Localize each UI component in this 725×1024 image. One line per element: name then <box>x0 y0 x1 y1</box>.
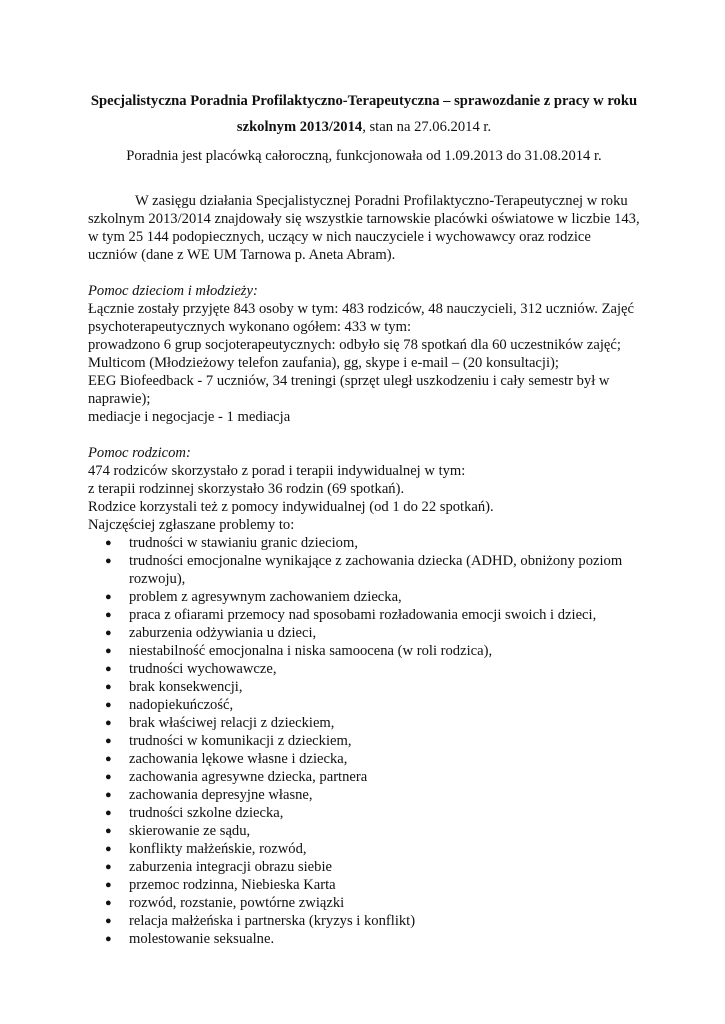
bullet-icon: ● <box>105 807 112 819</box>
problem-list-item <box>88 786 640 804</box>
problem-text: trudności wychowawcze, <box>129 661 277 677</box>
bullet-icon: ● <box>105 717 112 729</box>
parents-section <box>88 444 640 948</box>
problem-text: molestowanie seksualne. <box>129 931 275 947</box>
problem-list-item <box>88 678 640 696</box>
bullet-icon: ● <box>105 699 112 711</box>
problem-list-item <box>88 732 640 750</box>
bullet-icon: ● <box>105 645 112 657</box>
problem-text: niestabilność emocjonalna i niska samoocena (w roli rodzica), <box>129 643 493 659</box>
problem-text: rozwód, rozstanie, powtórne związki <box>129 895 345 911</box>
problem-text: zachowania depresyjne własne, <box>129 787 313 803</box>
problem-text: relacja małżeńska i partnerska (kryzys i konflikt) <box>129 913 416 929</box>
problem-text: problem z agresywnym zachowaniem dziecka, <box>129 589 402 605</box>
bullet-icon: ● <box>105 933 112 945</box>
document-subtitle: Poradnia jest placówką całoroczną, funkcjonowała od 1.09.2013 do 31.08.2014 r. <box>126 148 602 164</box>
problem-text: trudności szkolne dziecka, <box>129 805 284 821</box>
parents-line: 474 rodziców skorzystało z porad i terapii indywidualnej w tym: <box>88 463 466 479</box>
bullet-icon: ● <box>105 771 112 783</box>
problem-list-item <box>88 804 640 822</box>
problem-list-item <box>88 588 640 606</box>
problem-list-item <box>88 876 640 894</box>
children-heading: Pomoc dzieciom i młodzieży: <box>88 283 258 299</box>
problem-list-item <box>88 534 640 552</box>
problem-text: brak właściwej relacji z dzieckiem, <box>129 715 335 731</box>
bullet-icon: ● <box>105 915 112 927</box>
problems-list <box>88 534 640 948</box>
parents-heading: Pomoc rodzicom: <box>88 445 191 461</box>
problem-list-item <box>88 822 640 840</box>
bullet-icon: ● <box>105 537 112 549</box>
document-title <box>88 88 640 140</box>
bullet-icon: ● <box>105 753 112 765</box>
bullet-icon: ● <box>105 555 112 567</box>
bullet-icon: ● <box>105 825 112 837</box>
children-line: mediacje i negocjacje - 1 mediacja <box>88 409 291 425</box>
intro-paragraph: W zasięgu działania Specjalistycznej Poradni Profilaktyczno-Terapeutycznej w roku szkolnym 2013/2014 znajdowały się wszystkie tarnowskie placówki oświatowe w liczbie 143, w tym 25 144 podopiecznych, uczący w nich nauczyciele i wychowawcy oraz rodzice uczniów (dane z WE UM Tarnowa p. Aneta Abram). <box>88 193 640 263</box>
problem-list-item <box>88 714 640 732</box>
problem-list-item <box>88 606 640 624</box>
problem-list-item <box>88 750 640 768</box>
problem-text: nadopiekuńczość, <box>129 697 234 713</box>
problem-list-item <box>88 858 640 876</box>
bullet-icon: ● <box>105 663 112 675</box>
document-page <box>88 88 640 948</box>
problem-text: konflikty małżeńskie, rozwód, <box>129 841 307 857</box>
problem-list-item <box>88 768 640 786</box>
problem-list-item <box>88 624 640 642</box>
bullet-icon: ● <box>105 879 112 891</box>
children-section <box>88 282 640 426</box>
problem-text: zachowania lękowe własne i dziecka, <box>129 751 348 767</box>
problem-text: trudności emocjonalne wynikające z zachowania dziecka (ADHD, obniżony poziom rozwoju), <box>129 553 623 587</box>
problem-text: skierowanie ze sądu, <box>129 823 251 839</box>
problem-list-item <box>88 930 640 948</box>
problem-list-item <box>88 894 640 912</box>
problem-text: praca z ofiarami przemocy nad sposobami rozładowania emocji swoich i dzieci, <box>129 607 597 623</box>
problem-list-item <box>88 660 640 678</box>
bullet-icon: ● <box>105 627 112 639</box>
bullet-icon: ● <box>105 681 112 693</box>
problem-text: zachowania agresywne dziecka, partnera <box>129 769 368 785</box>
children-line: Łącznie zostały przyjęte 843 osoby w tym: 483 rodziców, 48 nauczycieli, 312 uczniów. Zajęć psychoterapeutycznych wykonano ogółem: 433 w tym: <box>88 301 634 335</box>
problem-text: trudności w stawianiu granic dzieciom, <box>129 535 358 551</box>
problem-text: zaburzenia odżywiania u dzieci, <box>129 625 317 641</box>
bullet-icon: ● <box>105 861 112 873</box>
problem-list-item <box>88 840 640 858</box>
parents-line: z terapii rodzinnej skorzystało 36 rodzin (69 spotkań). <box>88 481 405 497</box>
bullet-icon: ● <box>105 735 112 747</box>
children-line: EEG Biofeedback - 7 uczniów, 34 treningi (sprzęt uległ uszkodzeniu i cały semestr był w naprawie); <box>88 373 610 407</box>
problem-text: zaburzenia integracji obrazu siebie <box>129 859 332 875</box>
bullet-icon: ● <box>105 897 112 909</box>
problem-text: brak konsekwencji, <box>129 679 243 695</box>
problem-list-item <box>88 552 640 588</box>
children-line: Multicom (Młodzieżowy telefon zaufania), gg, skype i e-mail – (20 konsultacji); <box>88 355 559 371</box>
bullet-icon: ● <box>105 591 112 603</box>
problem-text: przemoc rodzinna, Niebieska Karta <box>129 877 336 893</box>
parents-line: Najczęściej zgłaszane problemy to: <box>88 517 295 533</box>
problem-list-item <box>88 696 640 714</box>
children-line: prowadzono 6 grup socjoterapeutycznych: odbyło się 78 spotkań dla 60 uczestników zajęć; <box>88 337 621 353</box>
bullet-icon: ● <box>105 789 112 801</box>
title-line-2-bold: szkolnym 2013/2014 <box>236 119 363 135</box>
parents-line: Rodzice korzystali też z pomocy indywidualnej (od 1 do 22 spotkań). <box>88 499 494 515</box>
problem-text: trudności w komunikacji z dzieckiem, <box>129 733 352 749</box>
bullet-icon: ● <box>105 843 112 855</box>
problem-list-item <box>88 912 640 930</box>
title-line-2-date: , stan na 27.06.2014 r. <box>362 119 492 135</box>
bullet-icon: ● <box>105 609 112 621</box>
problem-list-item <box>88 642 640 660</box>
title-line-1: Specjalistyczna Poradnia Profilaktyczno-Terapeutyczna – sprawozdanie z pracy w roku <box>90 93 638 109</box>
